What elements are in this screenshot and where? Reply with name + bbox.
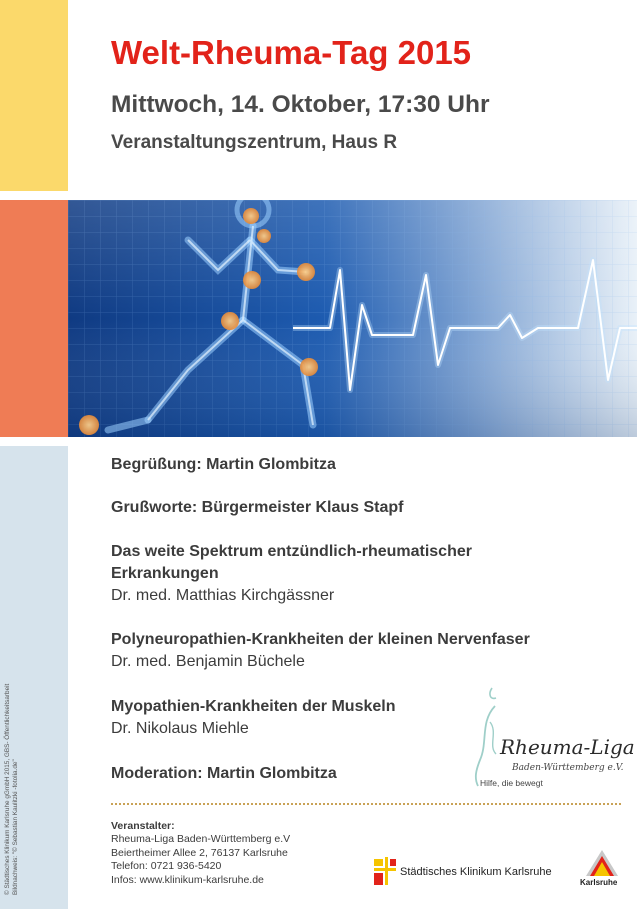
program-item-title: Grußworte: Bürgermeister Klaus Stapf	[111, 499, 404, 516]
event-venue: Veranstaltungszentrum, Haus R	[111, 132, 398, 153]
rheuma-liga-name: Rheuma-Liga	[500, 735, 635, 759]
rheuma-liga-region: Baden-Württemberg e.V.	[512, 763, 624, 773]
hero-image	[68, 200, 637, 437]
program-item-polyneuropathies	[111, 629, 611, 673]
program-item-title: Moderation: Martin Glombitza	[111, 765, 337, 782]
yellow-side-band	[0, 0, 68, 191]
organizer-name: Rheuma-Liga Baden-Württemberg e.V	[111, 833, 291, 846]
organizer-address: Beiertheimer Allee 2, 76137 Karlsruhe	[111, 846, 288, 859]
organizer-label: Veranstalter:	[111, 820, 175, 832]
credits-line-2: Bildnachweis: "© Sebastian Kaulitzki -fotolia.de"	[12, 759, 19, 895]
credits-line-1: © Städtisches Klinikum Karlsruhe gGmbH 2015, GBS- Öffentlichkeitsarbeit	[4, 683, 11, 895]
program-item-speaker: Dr. med. Benjamin Büchele	[111, 653, 305, 670]
organizer-web: Infos: www.klinikum-karlsruhe.de	[111, 873, 264, 886]
program-item-speaker: Dr. med. Matthias Kirchgässner	[111, 587, 335, 604]
karlsruhe-name: Karlsruhe	[580, 878, 618, 887]
program-item-title-cont: Erkrankungen	[111, 565, 219, 582]
organizer-block	[111, 820, 290, 887]
orange-side-band	[0, 200, 68, 437]
image-credits	[4, 684, 20, 895]
program-item-title: Polyneuropathien-Krankheiten der kleinen Nervenfaser	[111, 631, 530, 648]
program-item-welcome	[111, 454, 611, 476]
program-item-title: Das weite Spektrum entzündlich-rheumatischer	[111, 543, 472, 560]
event-date: Mittwoch, 14. Oktober, 17:30 Uhr	[111, 91, 490, 118]
event-title: Welt-Rheuma-Tag 2015	[111, 34, 472, 71]
dotted-divider	[111, 803, 621, 805]
organizer-phone: Telefon: 0721 936-5420	[111, 860, 222, 873]
klinikum-logo-icon	[374, 857, 396, 885]
program-item-title: Myopathien-Krankheiten der Muskeln	[111, 698, 396, 715]
klinikum-name: Städtisches Klinikum Karlsruhe	[400, 866, 552, 878]
hero-illustration	[68, 200, 637, 437]
program-item-greetings	[111, 497, 611, 519]
program-item-rheumatic-diseases	[111, 541, 611, 607]
program-item-speaker: Dr. Nikolaus Miehle	[111, 720, 249, 737]
program-item-title: Begrüßung: Martin Glombitza	[111, 456, 336, 473]
rheuma-liga-slogan: Hilfe, die bewegt	[480, 778, 543, 788]
